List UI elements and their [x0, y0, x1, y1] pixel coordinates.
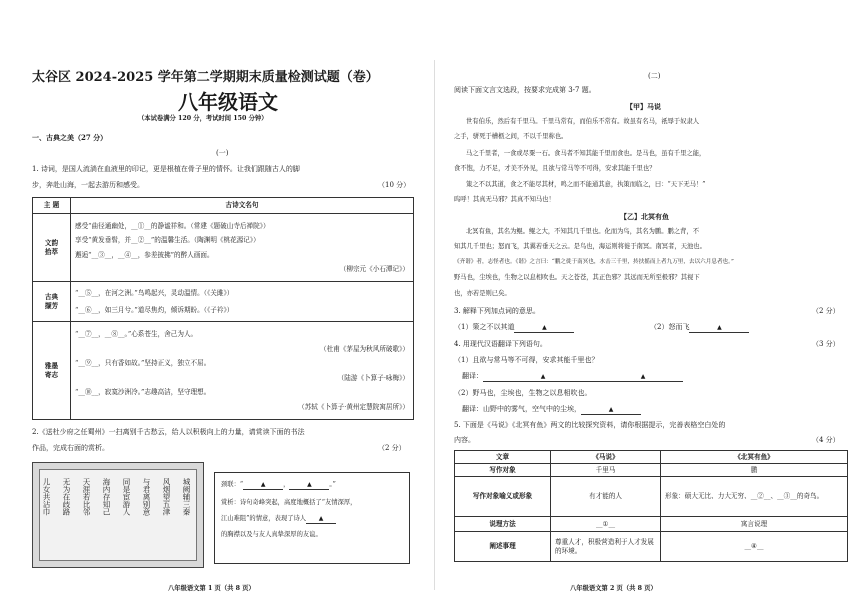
calligraphy-column: 天涯若比邻 [82, 478, 91, 516]
calligraphy-column: 城阙辅三秦 [182, 478, 191, 516]
row-yamo [71, 322, 414, 420]
table-cell: __①__ [551, 517, 661, 532]
table-header-mashuo: 《马说》 [551, 451, 661, 464]
table-cell: 尊重人才，积极营造利于人才发展的环境。 [551, 532, 661, 562]
q1-text-1: 1. 诗词，是国人流淌在血液里的印记，更是根植在骨子里的情怀。让我们跟随古人的脚 [32, 165, 300, 173]
theme-gudian: 古典 撷芳 [33, 282, 71, 322]
q4-text: 4. 用现代汉语翻译下列语句。 [454, 340, 547, 348]
row-label: 说理方法 [455, 517, 551, 532]
part-1-heading: (一) [216, 149, 229, 157]
fill-line: “__⑤__，在河之洲。”鸟鸣起兴，灵动温情。（《关雎》） [75, 289, 234, 297]
q3-score: （2 分） [812, 307, 840, 315]
fill-line: 享受“黄发垂髫，并__②__”的温馨生活。（陶渊明《桃花源记》） [75, 236, 260, 244]
text-b-line: 也，亦若是则已矣。 [454, 290, 511, 297]
subject-title: 八年级语文 [178, 90, 278, 114]
q4-sentence-1: （1）且欲与常马等不可得，安求其能千里也？ [454, 356, 599, 364]
source-line: （苏轼《卜算子·黄州定慧院寓居所》） [298, 402, 409, 411]
table-cell: __④__ [661, 532, 848, 562]
page-footer-2: 八年级语文第 2 页（共 8 页） [570, 585, 657, 592]
table-header-article: 文章 [455, 451, 551, 464]
appreciation-line-2: 赏析：诗句奇峰突起，高度地概括了“友情深厚， [221, 499, 357, 506]
q3-item-1: （1）策之不以其道 ▲ [454, 323, 574, 333]
text-a-line: 马之千里者，一食或尽粟一石。食马者不知其能千里而食也。是马也，虽有千里之能， [466, 150, 706, 157]
table-header-beiming: 《北冥有鱼》 [661, 451, 848, 464]
row-label: 阐述事理 [455, 532, 551, 562]
appreciation-line-1: 颈联：“ ▲ ， ▲ 。” [221, 481, 336, 488]
appreciation-line-4: 的胸襟以及与友人真挚深厚的友谊。 [221, 531, 322, 538]
q5-score: （4 分） [812, 436, 840, 444]
text-b-line: 野马也，尘埃也，生物之以息相吹也。天之苍苍，其正色邪？其远而无所至极邪？其视下 [454, 274, 700, 281]
calligraphy-column: 同是宦游人 [122, 478, 131, 516]
text-a-line: 呜呼！其真无马邪？其真不知马也！ [454, 196, 555, 203]
fill-line: “__⑨__，只有香如故。”坚持正义，独立不屈。 [75, 359, 211, 367]
fill-line: “__⑥__，如三月兮。”道尽焦灼，倾诉期盼。（《子衿》） [75, 305, 234, 314]
q2-score: （2 分） [378, 444, 406, 452]
calligraphy-column: 无为在歧路 [62, 478, 71, 516]
q2-text-1: 2.《送杜少府之任蜀州》一扫离别千古愁云，给人以积极向上的力量，请赏读下面的书法 [32, 428, 305, 436]
table-cell: 有才能的人 [551, 477, 661, 517]
fill-line: 邂逅“__③__，__④__，参差披拂”的醉人画面。 [75, 250, 214, 259]
q4-score: （3 分） [812, 340, 840, 348]
text-b-line: 《齐谐》者，志怪者也。《谐》之言曰：“鹏之徙于南冥也，水击三千里，抟扶摇而上者九万里，去以六月息者也。” [454, 259, 734, 265]
text-b-line: 知其几千里也；怒而飞，其翼若垂天之云。是鸟也，海运则将徙于南冥。南冥者，天池也。 [454, 243, 706, 250]
q2-text-2: 作品，完成右面的赏析。 [32, 444, 109, 452]
text-a-line: 策之不以其道，食之不能尽其材，鸣之而不能通其意，执策而临之，曰：“天下无马！” [466, 181, 706, 188]
text-b-line: 北冥有鱼，其名为鲲。鲲之大，不知其几千里也。化而为鸟，其名为鹏。鹏之背，不 [466, 228, 699, 235]
page-left [28, 0, 418, 609]
table-cell: 形象：硕大无比、力大无穷、__②__、__③__的奇鸟。 [661, 477, 848, 517]
fill-line: “__⑦__，__⑧__。”心系苍生，舍己为人。 [75, 330, 198, 338]
poetry-table [32, 197, 414, 420]
source-line: （柳宗元《小石潭记》） [339, 265, 409, 273]
calligraphy-paper [39, 469, 197, 561]
text-a-line: 世有伯乐，然后有千里马。千里马常有，而伯乐不常有。故虽有名马，祇辱于奴隶人 [466, 118, 699, 125]
text-b-title: 【乙】北冥有鱼 [620, 212, 669, 221]
q1-score: （10 分） [378, 181, 411, 189]
table-header-theme: 主 题 [33, 198, 71, 214]
part-2-heading: (二) [648, 72, 661, 80]
calligraphy-image [32, 462, 204, 568]
fill-line: “__⑩__，寂寞沙洲冷。”志趣高洁，坚守理想。 [75, 388, 211, 396]
theme-wenyun: 文韵 拾萃 [33, 214, 71, 282]
row-wenyun [71, 214, 414, 282]
q5-text-2: 内容。 [454, 436, 475, 444]
page-right [450, 0, 850, 609]
table-cell: 千里马 [551, 464, 661, 477]
calligraphy-column: 海内存知己 [102, 478, 111, 516]
exam-title: 太谷区 2024-2025 学年第二学期期末质量检测试题（卷） [32, 70, 379, 85]
comparison-table [454, 450, 848, 562]
calligraphy-column: 与君离别意 [142, 478, 151, 516]
fill-line: 感受“曲径通幽处，__①__的静谧祥和。（常建《题破山寺后禅院》） [75, 221, 270, 230]
text-a-line: 食不饱，力不足，才美不外见，且欲与常马等不可得，安求其能千里也？ [454, 165, 656, 172]
q3-text: 3. 解释下列加点词的意思。 [454, 307, 540, 315]
source-line: （杜甫《茅屋为秋风所破歌》） [319, 344, 409, 353]
source-line: （陆游《卜算子·咏梅》） [337, 373, 409, 382]
table-cell: 寓言说理 [661, 517, 848, 532]
exam-notice: （本试卷满分 120 分，考试时间 150 分钟） [138, 115, 268, 122]
row-gudian [71, 282, 414, 322]
page-divider [434, 60, 435, 590]
q4-answer-2: 翻译：山野中的雾气，空气中的尘埃， ▲ [462, 405, 641, 415]
appreciation-box [214, 472, 410, 564]
theme-yamo: 雅墨 寄志 [33, 322, 71, 420]
reading-intro: 阅读下面文言文选段，按要求完成第 3-7 题。 [454, 86, 596, 94]
calligraphy-column: 儿女共沾巾 [42, 478, 51, 516]
q1-text-2: 步，奔赴山海，一起去游历和感受。 [32, 181, 144, 189]
row-label: 写作对象喻义或形象 [455, 477, 551, 517]
row-label: 写作对象 [455, 464, 551, 477]
table-header-lines: 古诗文名句 [71, 198, 414, 214]
text-a-title: 【甲】马说 [626, 102, 661, 111]
calligraphy-column: 风烟望五津 [162, 478, 171, 516]
q4-answer-1: 翻译： ▲ ▲ [462, 372, 683, 382]
text-a-line: 之手，骈死于槽枥之间，不以千里称也。 [454, 133, 568, 140]
q4-sentence-2: （2）野马也，尘埃也，生物之以息相吹也。 [454, 389, 592, 397]
section-1-heading: 一、古典之美（27 分） [32, 133, 108, 142]
table-cell: 鹏 [661, 464, 848, 477]
appreciation-line-3: 江山难阻”的情意，表现了诗人 ▲ [221, 515, 336, 524]
page-footer-1: 八年级语文第 1 页（共 8 页） [168, 585, 255, 592]
q5-text-1: 5. 下面是《马说》《北冥有鱼》两文的比较探究资料，请你根据提示，完善表格空白处的 [454, 421, 726, 429]
q3-item-2: （2）怒而飞 ▲ [650, 323, 749, 333]
